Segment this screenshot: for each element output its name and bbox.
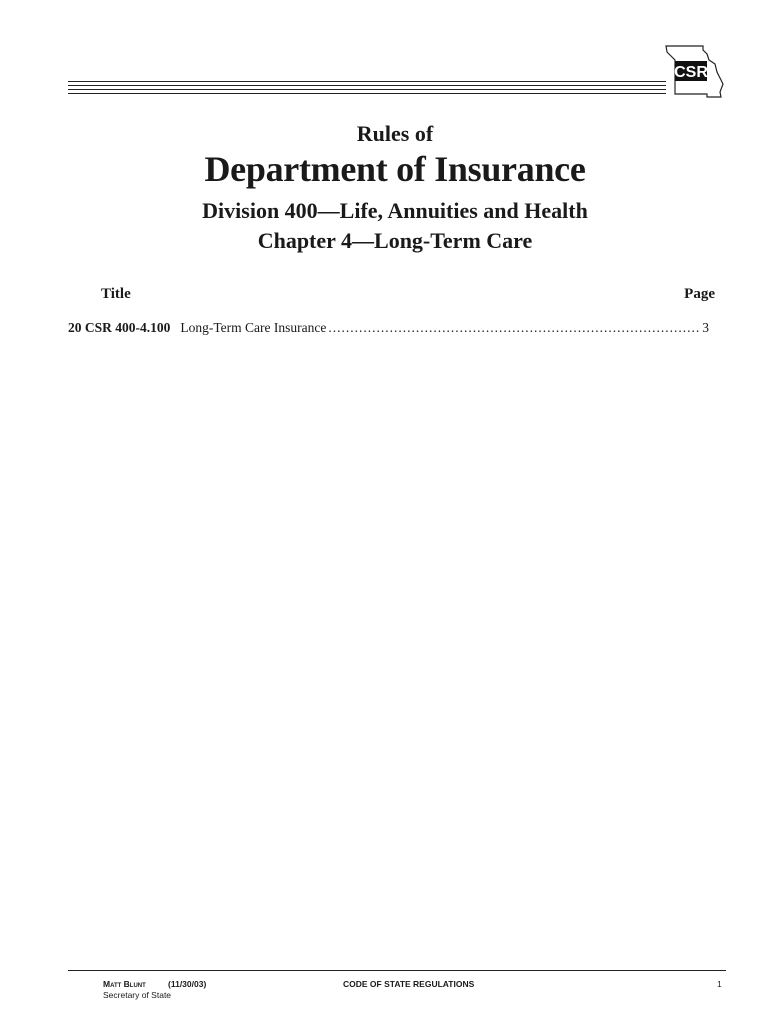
toc-entry-page: 3 bbox=[702, 320, 709, 335]
toc-page-column-header: Page bbox=[684, 286, 715, 302]
footer-role: Secretary of State bbox=[103, 990, 172, 1000]
department-title: Department of Insurance bbox=[204, 149, 586, 189]
rules-of-heading: Rules of bbox=[356, 121, 434, 146]
footer-page-number: 1 bbox=[717, 979, 722, 989]
toc-entry-ref: 20 CSR 400-4.100 bbox=[68, 320, 171, 335]
footer-publication: CODE OF STATE REGULATIONS bbox=[343, 979, 475, 989]
toc-leader-dots bbox=[328, 320, 700, 336]
header-rule bbox=[68, 81, 666, 97]
footer-author: Matt Blunt bbox=[103, 979, 146, 989]
footer-rule bbox=[68, 970, 726, 971]
logo-text: CSR bbox=[674, 64, 708, 81]
toc-title-column-header: Title bbox=[101, 286, 131, 302]
footer-date: (11/30/03) bbox=[168, 979, 207, 989]
chapter-heading: Chapter 4—Long-Term Care bbox=[257, 228, 533, 253]
toc-entry-title: Long-Term Care Insurance bbox=[180, 320, 327, 335]
division-heading: Division 400—Life, Annuities and Health bbox=[202, 198, 588, 223]
missouri-csr-logo bbox=[663, 44, 725, 100]
toc-entry[interactable] bbox=[68, 320, 709, 336]
